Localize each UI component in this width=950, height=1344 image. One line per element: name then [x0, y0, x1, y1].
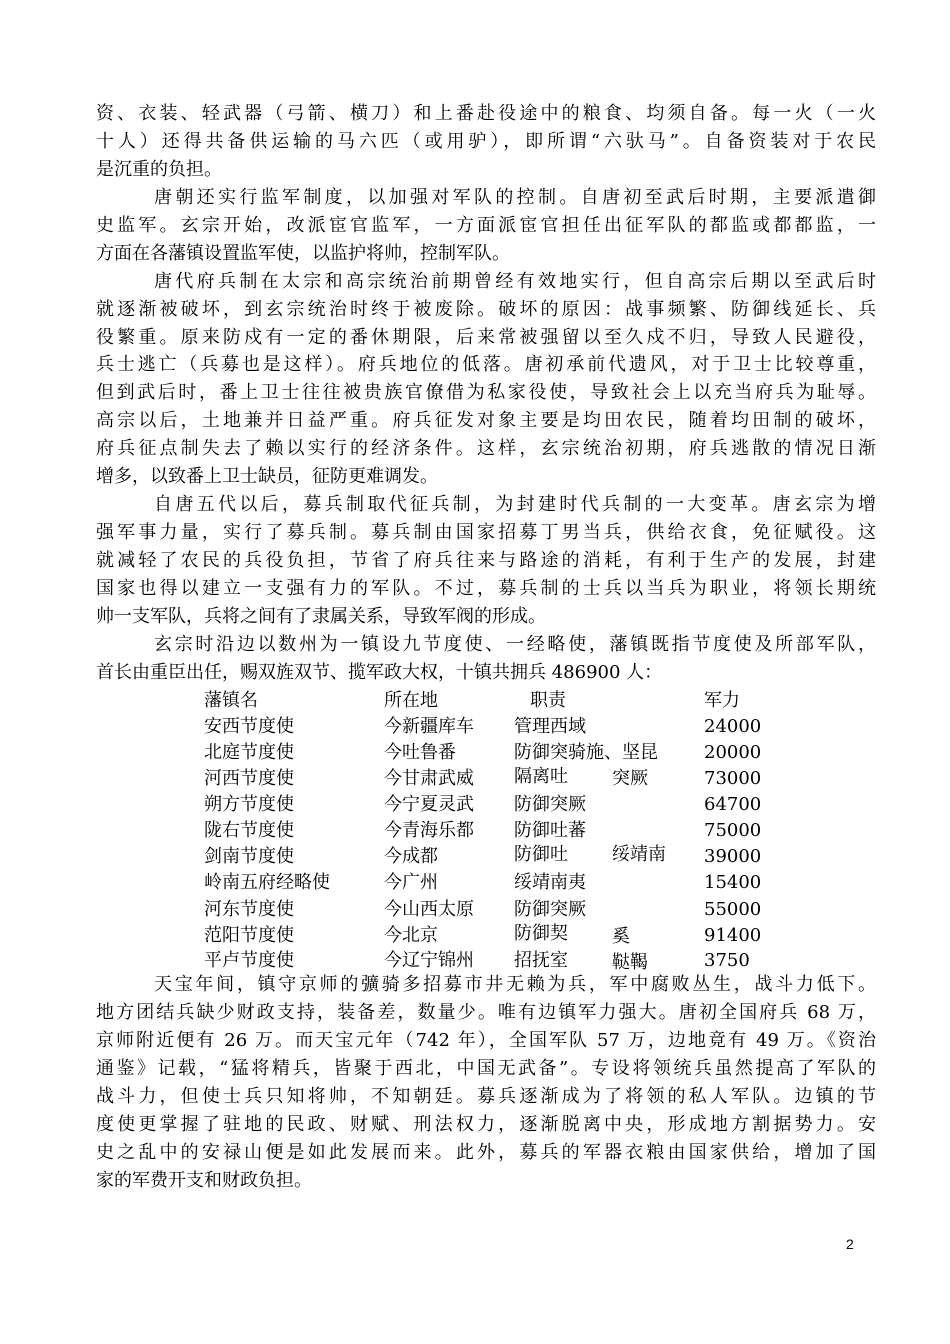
body-text-line: 帅一支军队，兵将之间有了隶属关系，导致军阀的形成。: [96, 606, 546, 627]
body-text-line: 强军事力量，实行了募兵制。募兵制由国家招募丁男当兵，供给衣食，免征赋役。这: [96, 522, 876, 543]
body-text-line: 增多，以致番上卫士缺员，征防更难调发。: [96, 466, 438, 487]
body-text-line: 战斗力，但使士兵只知将帅，不知朝廷。募兵逐渐成为了将领的私人军队。边镇的节: [96, 1086, 876, 1107]
body-text-line: 唐朝还实行监军制度，以加强对军队的控制。自唐初至武后时期，主要派遣御: [154, 187, 876, 208]
page-number: 2: [846, 1236, 854, 1252]
row-name: 安西节度使: [204, 716, 294, 737]
body-text-line: 十人）还得共备供运输的马六匹（或用驴），即所谓“六驮马”。自备资装对于农民: [96, 131, 876, 152]
body-text-line: 方面在各藩镇设置监军使，以监护将帅，控制军队。: [96, 243, 510, 264]
row-name: 河西节度使: [204, 768, 294, 789]
body-text-line: 史监军。玄宗开始，改派宦官监军，一方面派宦官担任出征军队的都监或都都监，一: [96, 215, 876, 236]
body-text-line: 役繁重。原来防戍有一定的番休期限，后来常被强留以至久戍不归，导致人民避役，: [96, 327, 876, 348]
row-force: 64700: [704, 794, 762, 815]
body-text-line: 国家也得以建立一支强有力的军队。不过，募兵制的士兵以当兵为职业，将领长期统: [96, 578, 876, 599]
body-text-line: 地方团结兵缺少财政支持，装备差，数量少。唯有边镇军力强大。唐初全国府兵 68 万，: [96, 1002, 876, 1023]
row-duty-extra: 突厥: [612, 768, 648, 789]
body-text-line: 度使更掌握了驻地的民政、财赋、刑法权力，逐渐脱离中央，形成地方割据势力。安: [96, 1114, 876, 1135]
row-place: 今宁夏灵武: [384, 794, 474, 815]
row-name: 陇右节度使: [204, 820, 294, 841]
body-text-line: 但到武后时，番上卫士往往被贵族官僚借为私家役使，导致社会上以充当府兵为耻辱。: [96, 382, 876, 403]
row-force: 75000: [704, 820, 762, 841]
body-text-line: 自唐五代以后，募兵制取代征兵制，为封建时代兵制的一大变革。唐玄宗为增: [154, 494, 876, 515]
row-force: 24000: [704, 716, 762, 737]
row-force: 39000: [704, 846, 762, 867]
body-text-line: 史之乱中的安禄山便是如此发展而来。此外，募兵的军器衣粮由国家供给，增加了国: [96, 1142, 876, 1163]
row-duty: 防御突骑施、坚昆: [514, 742, 658, 763]
row-duty: 防御突厥: [514, 899, 586, 920]
body-text-line: 通鉴》记载，“猛将精兵，皆聚于西北，中国无武备”。专设将领统兵虽然提高了军队的: [96, 1058, 876, 1079]
row-name: 河东节度使: [204, 899, 294, 920]
row-force: 15400: [704, 872, 762, 893]
body-text-line: 资、衣装、轻武器（弓箭、横刀）和上番赴役途中的粮食、均须自备。每一火（一火: [96, 103, 876, 124]
row-duty: 绥靖南夷: [514, 872, 586, 893]
body-text-line: 京师附近便有 26 万。而天宝元年（742 年），全国军队 57 万，边地竟有 49 万。《资治: [96, 1030, 876, 1051]
row-name: 北庭节度使: [204, 742, 294, 763]
row-force: 55000: [704, 899, 762, 920]
row-place: 今山西太原: [384, 899, 474, 920]
row-duty: 防御突厥: [514, 794, 586, 815]
body-text-line: 家的军费开支和财政负担。: [96, 1170, 312, 1191]
row-duty: 防御吐蕃: [514, 820, 586, 841]
row-place: 今青海乐都: [384, 820, 474, 841]
row-duty: 防御契: [514, 923, 568, 944]
body-text-line: 府兵征点制失去了赖以实行的经济条件。这样，玄宗统治初期，府兵逃散的情况日渐: [96, 438, 876, 459]
row-duty: 隔离吐: [514, 766, 568, 787]
body-text-line: 高宗以后，土地兼并日益严重。府兵征发对象主要是均田农民，随着均田制的破坏，: [96, 410, 876, 431]
row-place: 今成都: [384, 846, 438, 867]
row-name: 朔方节度使: [204, 794, 294, 815]
row-name: 岭南五府经略使: [204, 872, 330, 893]
row-force: 73000: [704, 768, 762, 789]
row-name: 范阳节度使: [204, 925, 294, 946]
row-place: 今北京: [384, 925, 438, 946]
row-duty: 防御吐: [514, 844, 568, 865]
row-duty-extra: 奚: [612, 926, 630, 947]
row-duty: 管理西域: [514, 716, 586, 737]
row-place: 今广州: [384, 872, 438, 893]
header-name: 藩镇名: [204, 690, 258, 711]
body-text-line: 就减轻了农民的兵役负担，节省了府兵往来与路途的消耗，有利于生产的发展，封建: [96, 550, 876, 571]
body-text-line: 唐代府兵制在太宗和高宗统治前期曾经有效地实行，但自高宗后期以至武后时: [154, 271, 876, 292]
row-name: 平卢节度使: [204, 950, 294, 971]
row-place: 今吐鲁番: [384, 742, 456, 763]
header-duty: 职责: [530, 690, 566, 711]
body-text-line: 是沉重的负担。: [96, 159, 222, 180]
row-duty-extra: 鞑鞨: [612, 952, 648, 973]
row-force: 91400: [704, 925, 762, 946]
body-text-line: 玄宗时沿边以数州为一镇设九节度使、一经略使，藩镇既指节度使及所部军队，: [154, 634, 876, 655]
row-force: 20000: [704, 742, 762, 763]
row-name: 剑南节度使: [204, 846, 294, 867]
row-place: 今辽宁锦州: [384, 950, 474, 971]
row-duty: 招抚室: [514, 950, 568, 971]
body-text-line: 首长由重臣出任，赐双旌双节、揽军政大权，十镇共拥兵 486900 人：: [96, 662, 663, 683]
body-text-line: 天宝年间，镇守京师的彍骑多招募市井无赖为兵，军中腐败丛生，战斗力低下。: [154, 974, 876, 995]
header-force: 军力: [704, 690, 740, 711]
row-force: 3750: [704, 950, 750, 971]
row-place: 今新疆库车: [384, 716, 474, 737]
row-place: 今甘肃武威: [384, 768, 474, 789]
row-duty-extra: 绥靖南: [612, 844, 666, 865]
body-text-line: 就逐渐被破坏，到玄宗统治时终于被废除。破坏的原因：战事频繁、防御线延长、兵: [96, 299, 876, 320]
body-text-line: 兵士逃亡（兵募也是这样）。府兵地位的低落。唐初承前代遗风，对于卫士比较尊重，: [96, 354, 876, 375]
header-place: 所在地: [384, 690, 438, 711]
